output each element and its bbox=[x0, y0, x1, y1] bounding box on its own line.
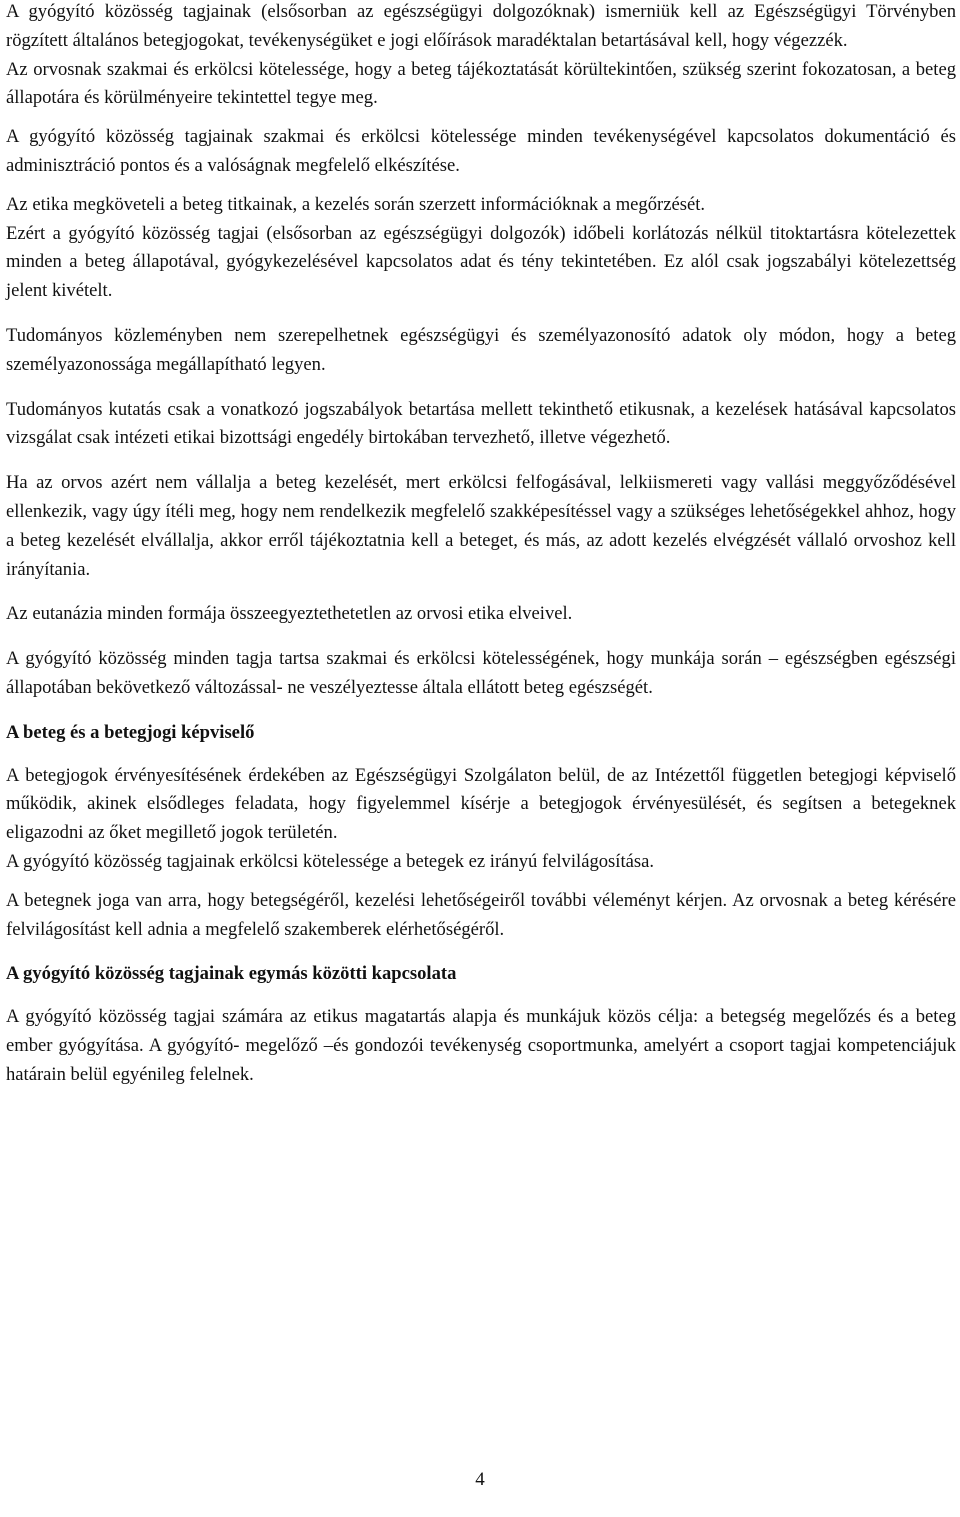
heading-patient-representative: A beteg és a betegjogi képviselő bbox=[6, 721, 255, 743]
paragraph-scientific-research: Tudományos kutatás csak a vonatkozó jogszabályok betartása mellett tekinthető etikusnak, a kezelések hatásával kapcsolatos vizsgálat csak intézeti etikai bizottsági engedély birtokában tervezhető, illetve végezhető. bbox=[6, 398, 956, 449]
paragraph-team-work: A gyógyító közösség tagjai számára az etikus magatartás alapja és munkájuk közös célja: a betegség megelőzés és a beteg ember gyógyítása. A gyógyító- megelőző –és gondozói tevékenység csoportmunka, amelyért a csoport tagjai kompetenciájuk határain belül egyénileg felelnek. bbox=[6, 1006, 956, 1085]
paragraph-scientific-publications: Tudományos közleményben nem szerepelhetnek egészségügyi és személyazonosító adatok oly módon, hogy a beteg személyazonossága megállapítható legyen. bbox=[6, 324, 956, 375]
paragraph-health-of-staff: A gyógyító közösség minden tagja tartsa szakmai és erkölcsi kötelességének, hogy munkája során – egészségben egészségi állapotában bekövetkező változással- ne veszélyeztesse általa ellátott beteg egészségét. bbox=[6, 648, 956, 698]
paragraph-moral-duty-information: A gyógyító közösség tagjainak erkölcsi kötelessége a betegek ez irányú felvilágosítása. bbox=[6, 850, 654, 872]
paragraph-secrecy-obligation: Ezért a gyógyító közösség tagjai (elsősorban az egészségügyi dolgozók) időbeli korlátozás nélkül titoktartásra kötelezettek minden a beteg állapotával, gyógykezelésével kapcsolatos adat és tény tekintetében. Ez alól csak jogszabályi kötelezettség jelent kivételt. bbox=[6, 222, 956, 302]
paragraph-second-opinion: A betegnek joga van arra, hogy betegségéről, kezelési lehetőségeiről további véleményt kérjen. Az orvosnak a beteg kérésére felvilágosítást kell adnia a megfelelő szakemberek elérhetőségéről. bbox=[6, 889, 956, 940]
heading-colleague-relations: A gyógyító közösség tagjainak egymás közötti kapcsolata bbox=[6, 963, 457, 985]
paragraph-informing-patient: Az orvosnak szakmai és erkölcsi kötelessége, hogy a beteg tájékoztatását körültekintően, szükség szerint fokozatosan, a beteg állapotára és körülményeire tekintettel tegye meg. bbox=[6, 58, 956, 109]
page-number: 4 bbox=[475, 1469, 485, 1490]
paragraph-patient-rights-knowledge: A gyógyító közösség tagjainak (elsősorban az egészségügyi dolgozóknak) ismerniük kell az Egészségügyi Törvényben rögzített általános betegjogokat, tevékenységüket e jogi előírások maradéktalan betartásával kell, hogy végezzék. bbox=[6, 1, 956, 51]
document-body bbox=[6, 0, 956, 1090]
paragraph-euthanasia: Az eutanázia minden formája összeegyeztethetetlen az orvosi etika elveivel. bbox=[6, 603, 573, 625]
paragraph-documentation: A gyógyító közösség tagjainak szakmai és erkölcsi kötelessége minden tevékenységével kapcsolatos dokumentáció és adminisztráció pontos és a valóságnak megfelelő elkészítése. bbox=[6, 126, 956, 176]
paragraph-patient-representative: A betegjogok érvényesítésének érdekében az Egészségügyi Szolgálaton belül, de az Intézettől független betegjogi képviselő működik, akinek elsődleges feladata, hogy figyelemmel kísérje a betegjogok érvényesülését, és segítsen a betegeknek eligazodni az őket megillető jogok területén. bbox=[6, 764, 956, 844]
paragraph-confidentiality: Az etika megköveteli a beteg titkainak, a kezelés során szerzett információknak a megőrzését. bbox=[6, 193, 706, 215]
paragraph-refusing-treatment: Ha az orvos azért nem vállalja a beteg kezelését, mert erkölcsi felfogásával, lelkiismereti vagy vallási meggyőződésével ellenkezik, vagy úgy ítéli meg, hogy nem rendelkezik megfelelő szakképesítéssel vagy a szükséges lehetőségekkel ahhoz, hogy a beteg kezelését elvállalja, akkor erről tájékoztatnia kell a beteget, és más, az adott kezelés elvégzését vállaló orvoshoz kell irányítania. bbox=[6, 472, 956, 580]
